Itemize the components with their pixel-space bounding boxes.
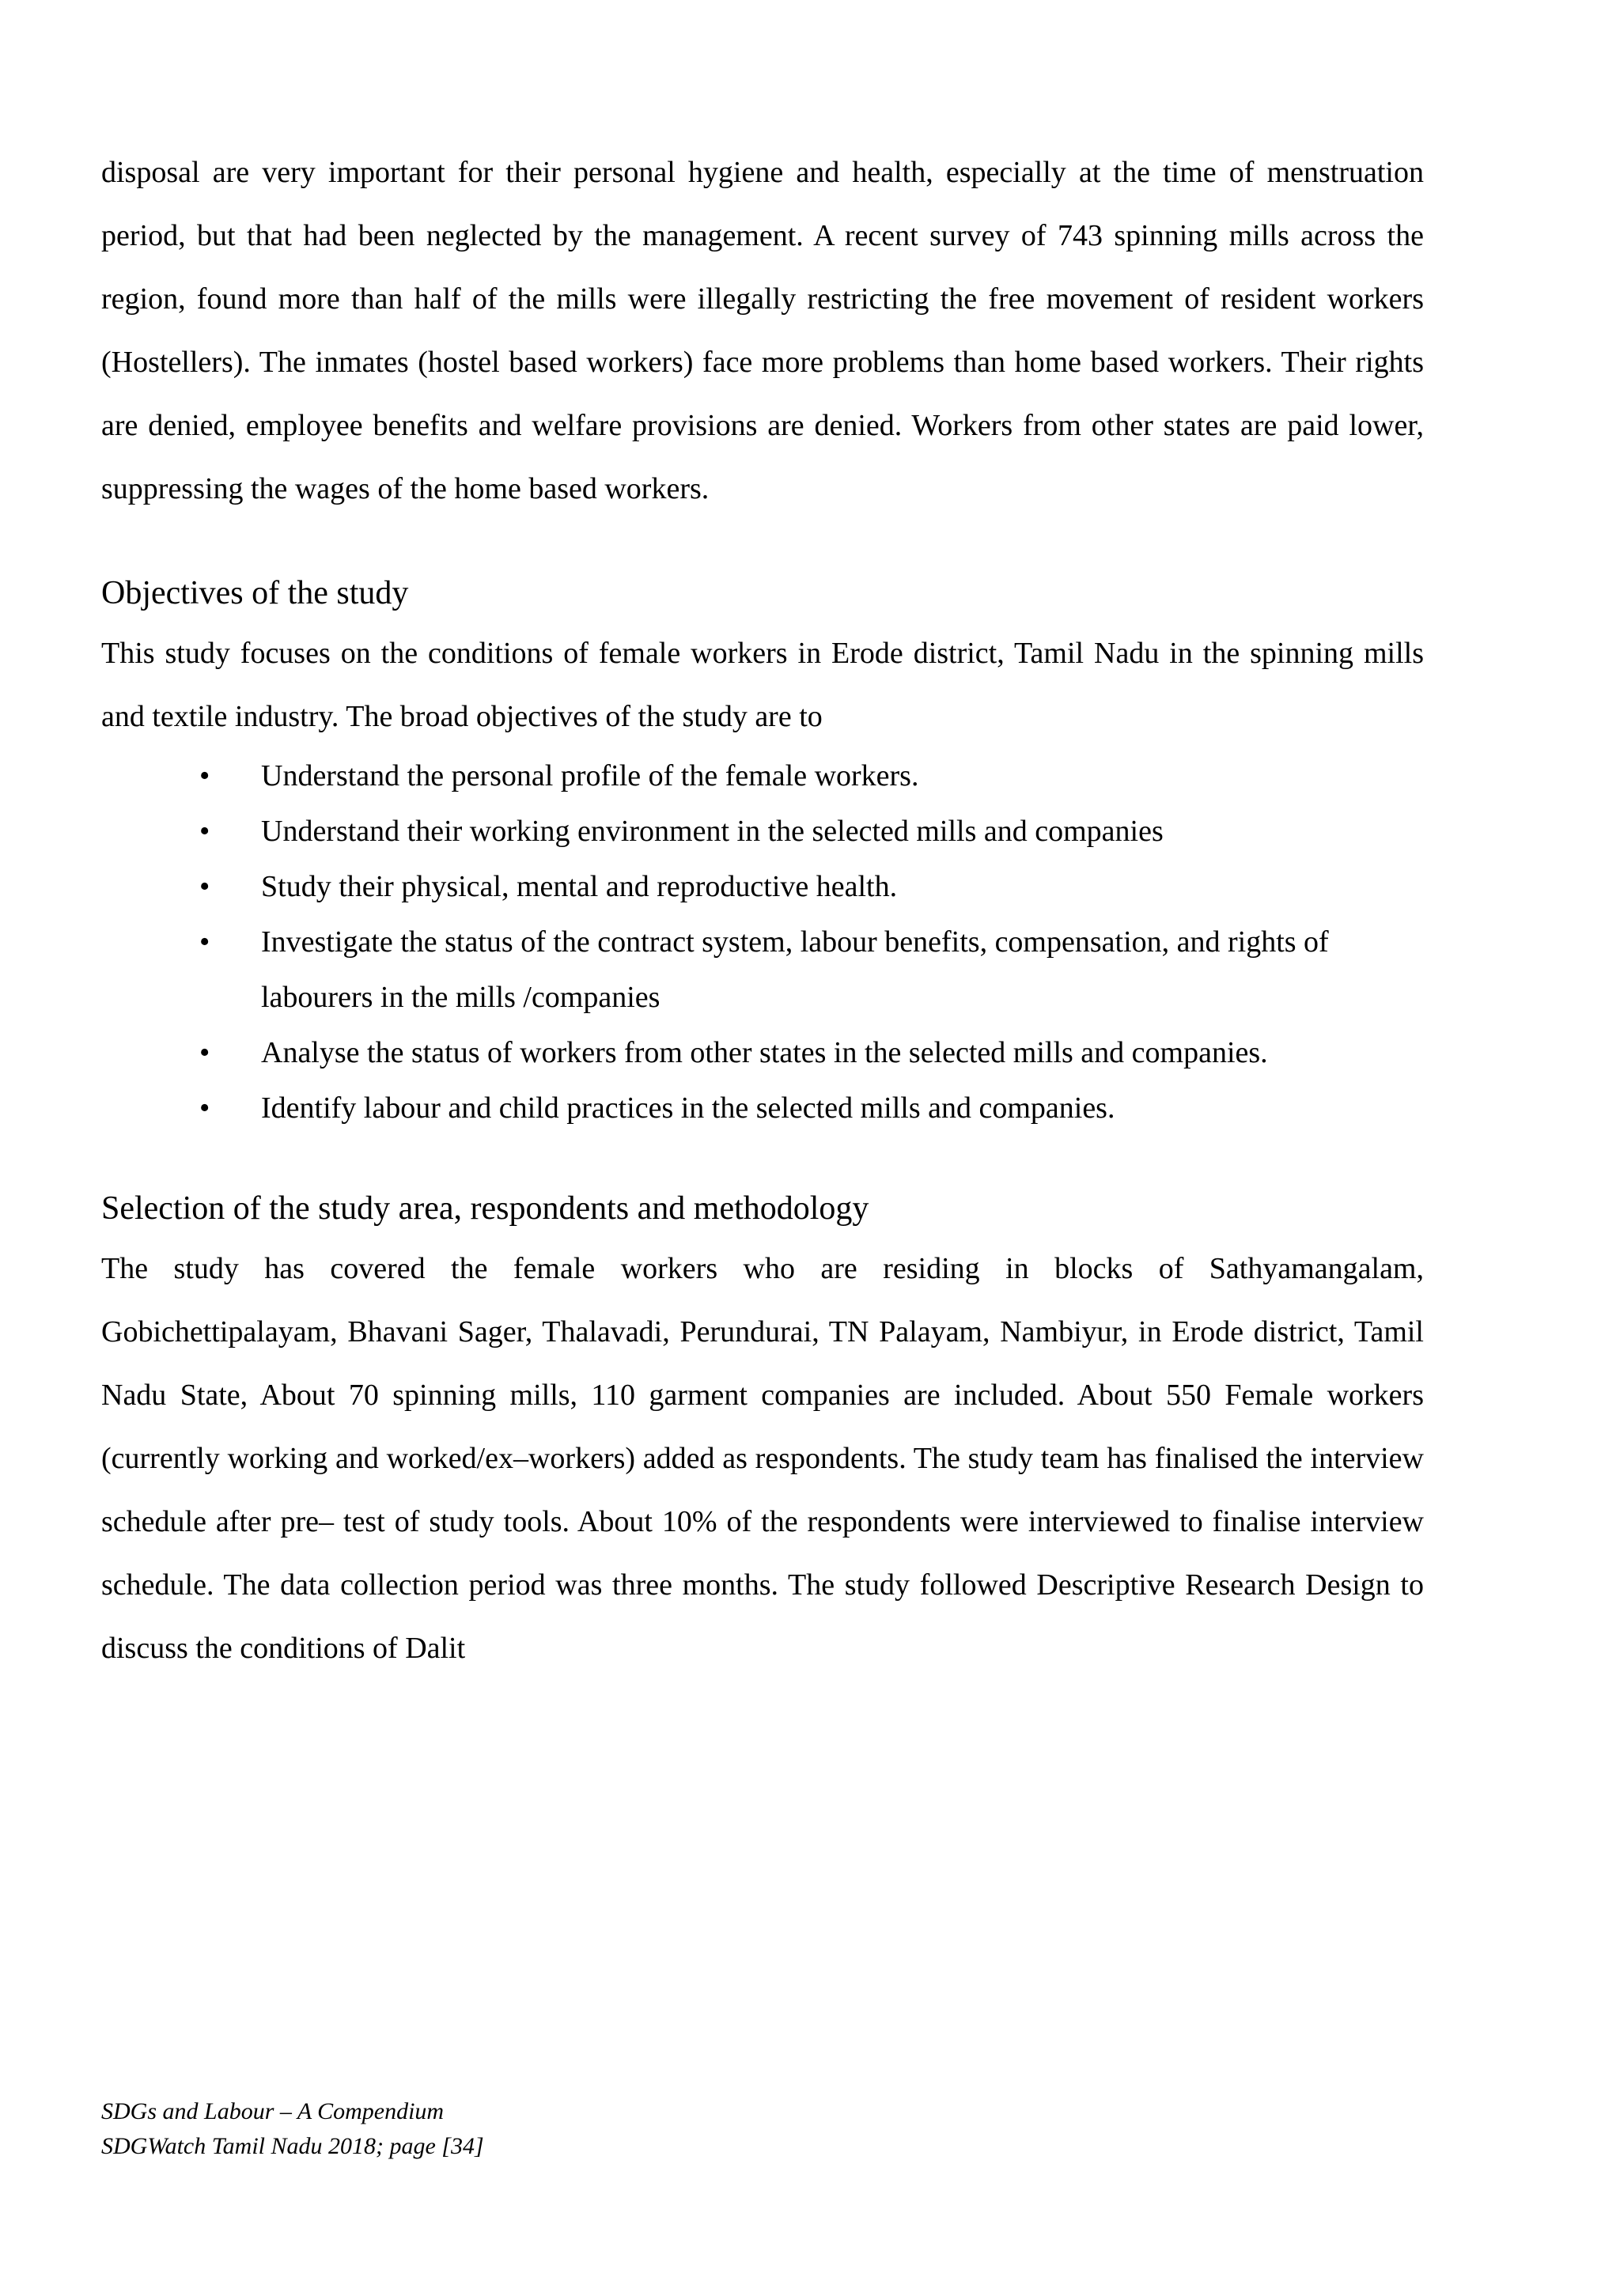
bullet-icon: • xyxy=(199,925,210,959)
paragraph-intro: disposal are very important for their personal hygiene and health, especially at the time of menstruation period, but that had been neglected by the management. A recent survey of 743 spinning mills across the region, found more than half of the mills were illegally restricting the free movement of resident workers (Hostellers). The inmates (hostel based workers) face more problems than home based workers. Their rights are denied, employee benefits and welfare provisions are denied. Workers from other states are paid lower, suppressing the wages of the home based workers. xyxy=(101,156,1424,505)
paragraph-objectives-intro: This study focuses on the conditions of female workers in Erode district, Tamil Nadu in the spinning mills and textile industry. The broad objectives of the study are to xyxy=(101,637,1424,733)
bullet-icon: • xyxy=(199,1091,210,1125)
list-item xyxy=(101,1080,1424,1136)
spacer xyxy=(101,1136,1424,1180)
list-item xyxy=(101,804,1424,859)
list-item-label: Understand the personal profile of the female workers. xyxy=(261,759,919,792)
list-item xyxy=(101,914,1424,1025)
bullet-icon: • xyxy=(199,759,210,792)
page-content xyxy=(101,141,1424,1680)
heading-objectives-of-the-study: Objectives of the study xyxy=(101,575,409,611)
list-item-label: Study their physical, mental and reproductive health. xyxy=(261,870,898,903)
bullet-icon: • xyxy=(199,815,210,848)
objectives-list xyxy=(101,748,1424,1136)
list-item xyxy=(101,748,1424,804)
list-item-label: Identify labour and child practices in the selected mills and companies. xyxy=(261,1091,1115,1125)
bullet-icon: • xyxy=(199,870,210,903)
page-footer xyxy=(101,2094,1424,2164)
list-item-label: Analyse the status of workers from other states in the selected mills and companies. xyxy=(261,1036,1268,1069)
footer-document-title: SDGs and Labour – A Compendium xyxy=(101,2098,445,2124)
bullet-icon: • xyxy=(199,1036,210,1069)
heading-selection-of-the-study-area: Selection of the study area, respondents and methodology xyxy=(101,1190,869,1227)
footer-page-label: SDGWatch Tamil Nadu 2018; page [34] xyxy=(101,2133,484,2159)
list-item-label: Understand their working environment in the selected mills and companies xyxy=(261,815,1164,848)
list-item xyxy=(101,1025,1424,1080)
list-item xyxy=(101,859,1424,914)
paragraph-methodology: The study has covered the female workers who are residing in blocks of Sathyamangalam, Gobichettipalayam, Bhavani Sager, Thalavadi, Perundurai, TN Palayam, Nambiyur, in Erode district, Tamil Nadu State, About 70 spinning mills, 110 garment companies are included. About 550 Female workers (currently working and worked/ex–workers) added as respondents. The study team has finalised the interview schedule after pre– test of study tools. About 10% of the respondents were interviewed to finalise interview schedule. The data collection period was three months. The study followed Descriptive Research Design to discuss the conditions of Dalit xyxy=(101,1252,1424,1665)
spacer xyxy=(101,520,1424,565)
list-item-label: Investigate the status of the contract system, labour benefits, compensation, and rights of labourers in the mills /companies xyxy=(261,925,1329,1014)
